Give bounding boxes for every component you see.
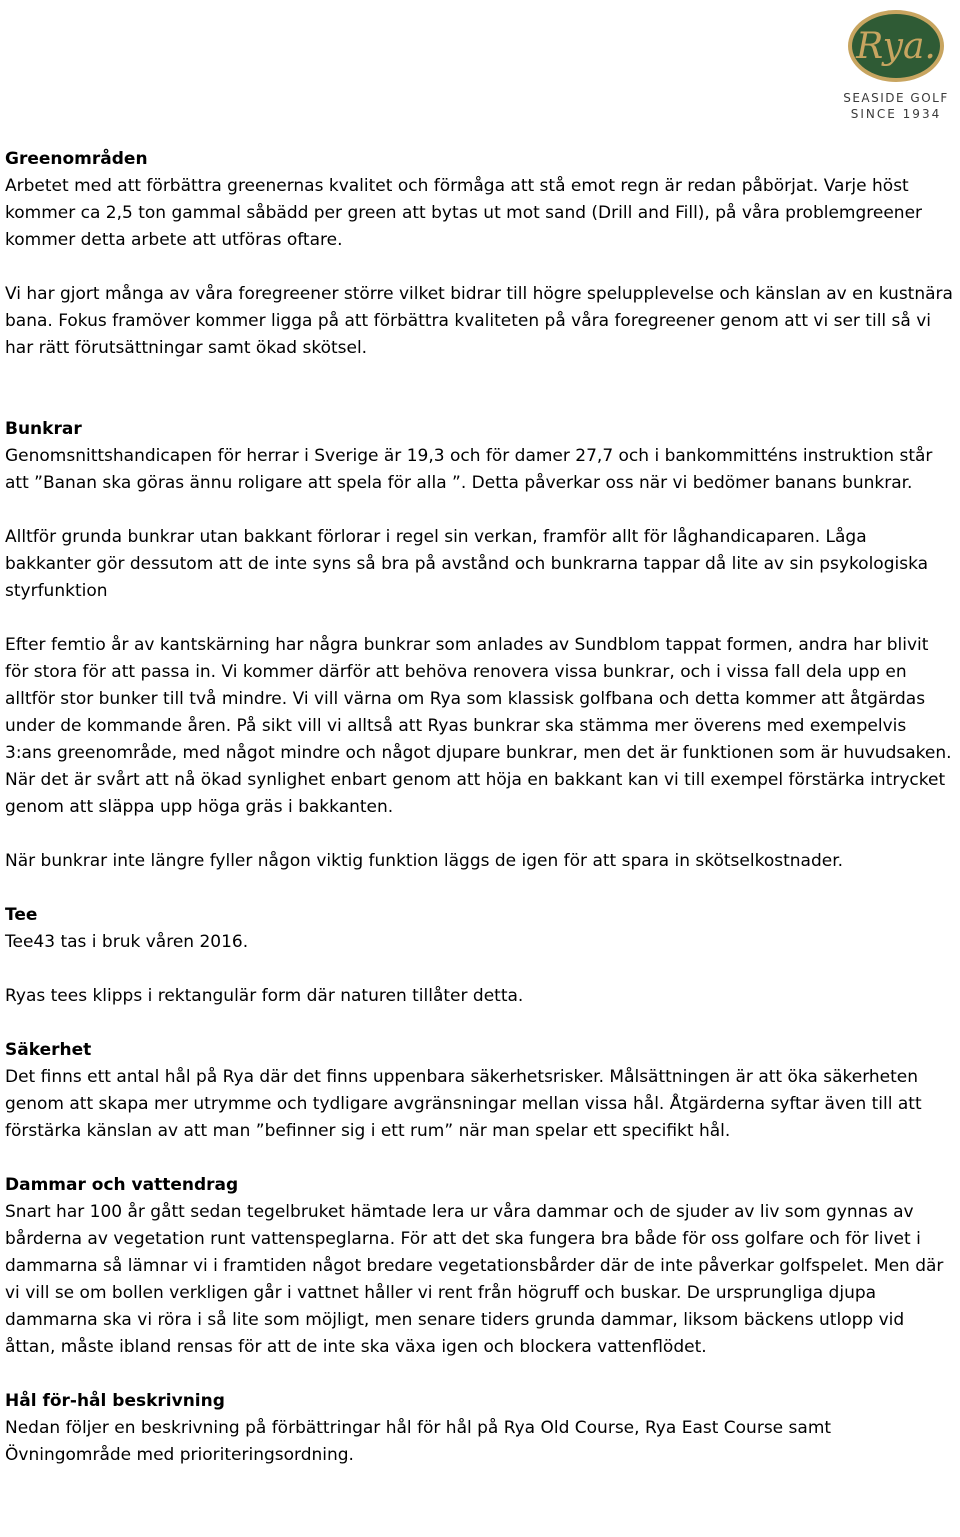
- paragraph: När bunkrar inte längre fyller någon viktig funktion läggs de igen för att spara in skötselkostnader.: [5, 851, 844, 871]
- section-heading: Säkerhet: [5, 1040, 92, 1060]
- paragraph: Genomsnittshandicapen för herrar i Sverige är 19,3 och för damer 27,7 och i bankommitténs instruktion står att ”Banan ska göras ännu roligare att spela för alla ”. Detta påverkar oss när vi bedömer banans bunkrar.: [5, 446, 933, 493]
- document-body: [5, 146, 955, 1469]
- paragraph: Efter femtio år av kantskärning har några bunkrar som anlades av Sundblom tappat formen, andra har blivit för stora för att passa in. Vi kommer därför att behöva renovera vissa bunkrar, och i vissa fall dela upp en alltför stor bunker till två mindre. Vi vill värna om Rya som klassisk golfbana och detta kommer att åtgärdas under de kommande åren. På sikt vill vi alltså att Ryas bunkrar ska stämma mer överens med exempelvis 3:ans greenområde, med något mindre och något djupare bunkrar, men det är funktionen som är huvudsaken. När det är svårt att nå ökad synlighet enbart genom att höja en bakkant kan vi till exempel förstärka intrycket genom att släppa upp höga gräs i bakkanten.: [5, 635, 952, 817]
- paragraph: Det finns ett antal hål på Rya där det finns uppenbara säkerhetsrisker. Målsättningen är att öka säkerheten genom att skapa mer utrymme och tydligare avgränsningar mellan vissa hål. Åtgärderna syftar även till att förstärka känslan av att man ”befinner sig i ett rum” när man spelar ett specifikt hål.: [5, 1067, 922, 1141]
- section-sakerhet: [5, 1037, 955, 1145]
- section-heading: Tee: [5, 905, 38, 925]
- section-heading: Bunkrar: [5, 419, 82, 439]
- logo-tagline-1: SEASIDE GOLF: [843, 91, 949, 105]
- logo-tagline-2: SINCE 1934: [850, 107, 942, 121]
- paragraph: Alltför grunda bunkrar utan bakkant förlorar i regel sin verkan, framför allt för låghandicaparen. Låga bakkanter gör dessutom att de inte syns så bra på avstånd och bunkrarna tappar då lite av sin psykologiska styrfunktion: [5, 527, 929, 601]
- section-tee: [5, 902, 955, 1010]
- paragraph: Arbetet med att förbättra greenernas kvalitet och förmåga att stå emot regn är redan påbörjat. Varje höst kommer ca 2,5 ton gammal såbädd per green att bytas ut mot sand (Drill and Fill), på våra problemgreener kommer detta arbete att utföras oftare.: [5, 176, 923, 250]
- section-bunkrar: [5, 416, 955, 875]
- paragraph: Vi har gjort många av våra foregreener större vilket bidrar till högre spelupplevelse och känslan av en kustnära bana. Fokus framöver kommer ligga på att förbättra kvaliteten på våra foregreener genom att vi ser till så vi har rätt förutsättningar samt ökad skötsel.: [5, 284, 953, 358]
- paragraph: Ryas tees klipps i rektangulär form där naturen tillåter detta.: [5, 986, 524, 1006]
- rya-seaside-golf-logo: [836, 4, 956, 124]
- logo-wordmark: Rya.: [856, 26, 936, 67]
- paragraph: Nedan följer en beskrivning på förbättringar hål för hål på Rya Old Course, Rya East Course samt Övningområde med prioriteringsordning.: [5, 1418, 832, 1465]
- section-dammar-och-vattendrag: [5, 1172, 955, 1361]
- section-heading: Dammar och vattendrag: [5, 1175, 239, 1195]
- section-hal-for-hal-beskrivning: [5, 1388, 955, 1469]
- section-heading: Greenområden: [5, 149, 148, 169]
- paragraph: Tee43 tas i bruk våren 2016.: [5, 932, 249, 952]
- section-greenomraden: [5, 146, 955, 362]
- paragraph: Snart har 100 år gått sedan tegelbruket hämtade lera ur våra dammar och de sjuder av liv som gynnas av bårderna av vegetation runt vattenspeglarna. För att det ska fungera bra både för oss golfare och för livet i dammarna så lämnar vi i framtiden något bredare vegetationsbårder där de inte påverkar golfspelet. Men där vi vill se om bollen verkligen går i vattnet håller vi rent från högruff och buskar. De ursprungliga djupa dammarna ska vi röra i så lite som möjligt, men senare tiders grunda dammar, liksom bäckens utlopp vid åttan, måste ibland rensas för att de inte ska växa igen och blockera vattenflödet.: [5, 1202, 944, 1357]
- section-heading: Hål för-hål beskrivning: [5, 1391, 225, 1411]
